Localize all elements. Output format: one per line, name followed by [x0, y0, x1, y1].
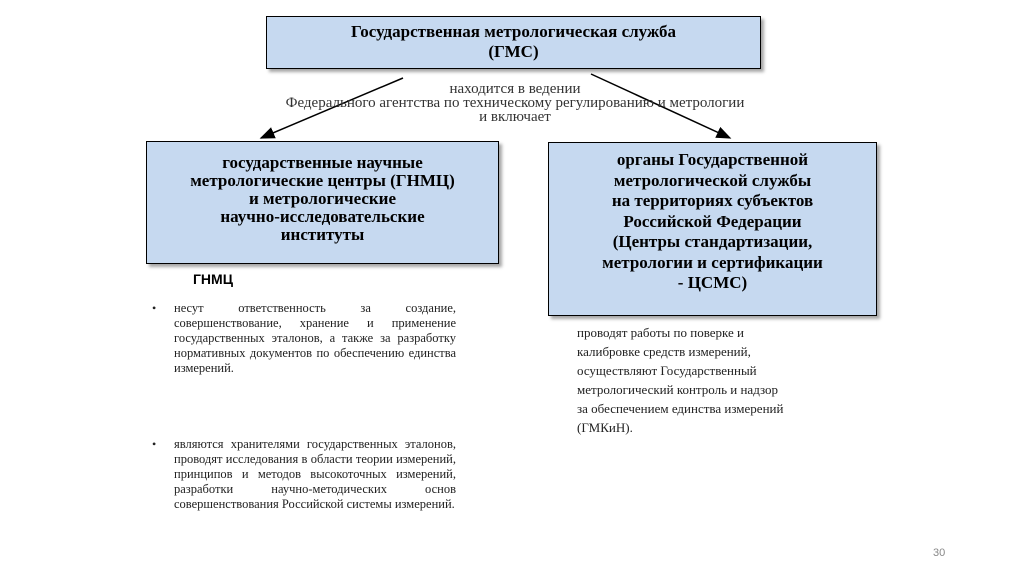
gnmc-bullet-item: • несут ответственность за создание, совершенствование, хранение и применение государственных эталонов, а также за разработку нормативных документов по обеспечению единства измерений. — [174, 301, 456, 376]
csms-description-line: метрологический контроль и надзор — [577, 382, 779, 397]
gnmc-box-line: научно-исследовательские — [220, 207, 425, 226]
gnmc-box-line: институты — [280, 225, 365, 244]
gnmc-heading: ГНМЦ — [193, 271, 233, 287]
gnmc-box-line: метрологические центры (ГНМЦ) — [190, 171, 455, 190]
csms-description-line: калибровке средств измерений, — [577, 344, 751, 359]
csms-box-line: - ЦСМС) — [677, 273, 748, 292]
connector-line-3: и включает — [479, 109, 551, 125]
csms-box-line: на территориях субъектов — [611, 191, 814, 210]
connector-line-2: Федерального агентства по техническому регулированию и метрологии — [285, 95, 745, 111]
page-number: 30 — [933, 547, 946, 559]
gms-abbreviation: (ГМС) — [488, 42, 539, 61]
gms-box — [266, 16, 761, 69]
gms-title-line: Государственная метрологическая служба — [350, 22, 677, 41]
connector-caption — [150, 82, 880, 124]
csms-description-line: за обеспечением единства измерений — [577, 401, 784, 416]
gnmc-box-line: и метрологические — [248, 189, 397, 208]
csms-description-line: проводят работы по поверке и — [577, 325, 745, 340]
csms-box-line: метрологии и сертификации — [602, 252, 823, 272]
gnmc-box — [146, 141, 499, 264]
csms-description — [577, 323, 877, 437]
csms-description-line: (ГМКиН). — [577, 420, 633, 435]
gnmc-box-line: государственные научные — [222, 153, 423, 172]
gnmc-bullet-item: • являются хранителями государственных эталонов, проводят исследования в области теории измерений, принципов и методов высокоточных измерений, разработки научно-методических основ совершенствования Российской системы измерений. — [174, 437, 456, 512]
csms-box-line: Российской Федерации — [623, 211, 802, 231]
csms-box-line: органы Государственной — [616, 150, 809, 169]
csms-box-line: (Центры стандартизации, — [612, 232, 813, 251]
csms-box — [548, 142, 877, 316]
csms-box-line: метрологической службы — [613, 170, 812, 190]
csms-description-line: осуществляют Государственный — [577, 363, 757, 378]
connector-line-1: находится в ведении — [449, 81, 581, 97]
